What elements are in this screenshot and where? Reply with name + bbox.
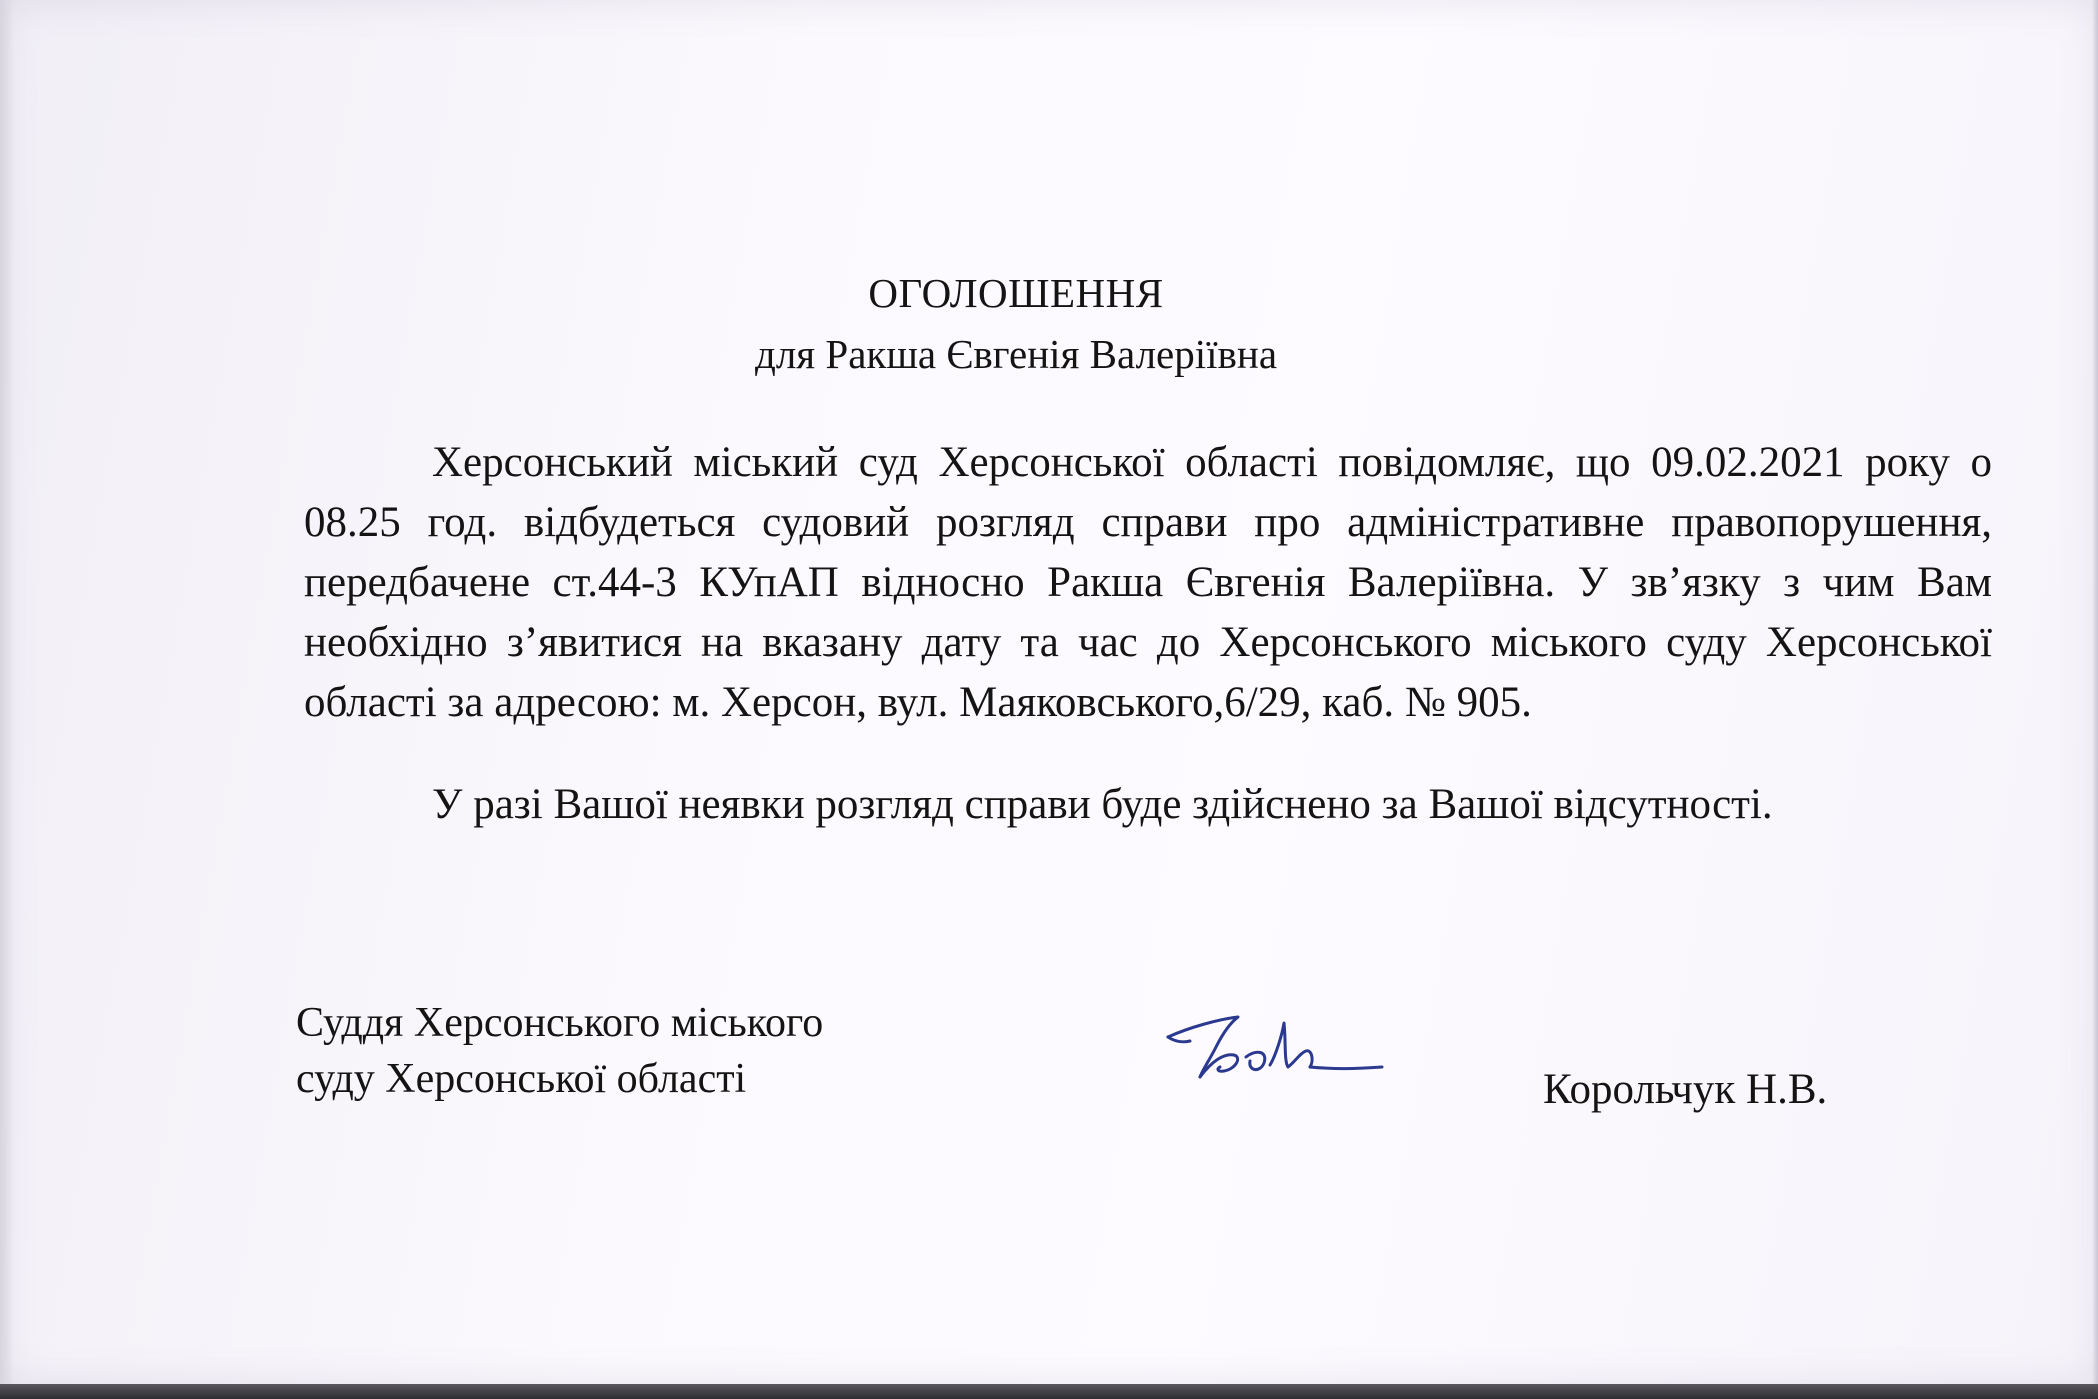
signatory-name: Корольчук Н.В. — [1543, 1066, 1828, 1113]
signatory-role — [296, 995, 996, 1107]
document-title: ОГОЛОШЕННЯ — [868, 270, 1164, 316]
signatory-role-line2: суду Херсонської області — [296, 1056, 747, 1102]
paper-right-edge — [2092, 0, 2098, 1384]
handwritten-signature — [1160, 1005, 1390, 1095]
notice-paragraph: Херсонський міський суд Херсонської області повідомляє, що 09.02.2021 року о 08.25 год. відбудеться судовий розгляд справи про адміністративне правопорушення, передбачене ст.44-3 КУпАП відносно Ракша Євгенія Валеріївна. У зв’язку з чим Вам необхідно з’явитися на вказану дату та час до Херсонського міського суду Херсонської області за адресою: м. Херсон, вул. Маяковського,6/29, каб. № 905. — [304, 439, 1992, 726]
paper-left-edge — [0, 0, 14, 1384]
document-addressee: для Ракша Євгенія Валеріївна — [754, 331, 1278, 377]
absence-paragraph: У разі Вашої неявки розгляд справи буде здійснено за Вашої відсутності. — [432, 781, 1773, 828]
signatory-role-line1: Суддя Херсонського міського — [296, 1000, 824, 1046]
desk-background — [0, 1384, 2098, 1399]
